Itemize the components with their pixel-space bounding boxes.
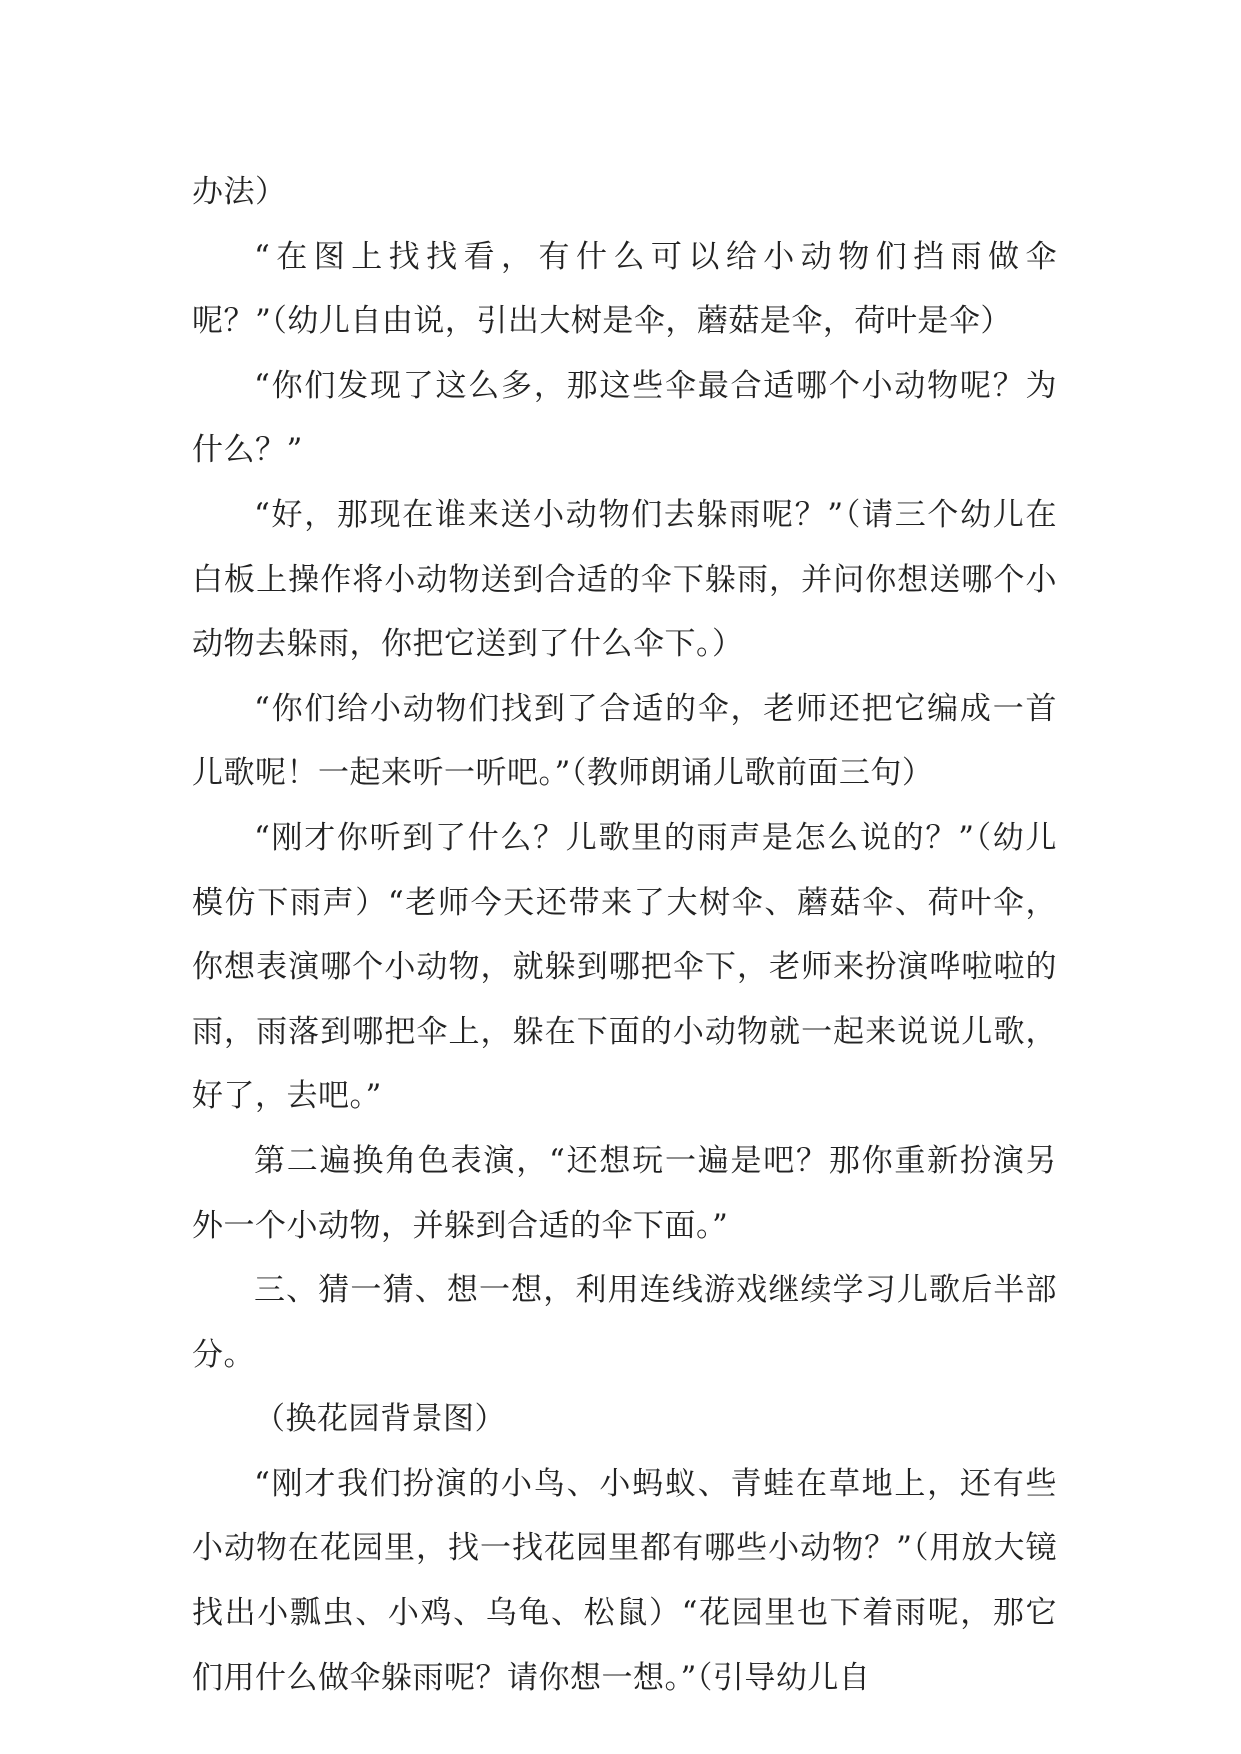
paragraph-8: 三、猜一猜、想一想，利用连线游戏继续学习儿歌后半部分。	[192, 1272, 1057, 1373]
paragraph-1: 办法）	[192, 174, 287, 210]
paragraph-10: “刚才我们扮演的小鸟、小蚂蚁、青蛙在草地上，还有些小动物在花园里，找一找花园里都有哪些小动物？”（用放大镜找出小瓢虫、小鸡、乌龟、松鼠）“花园里也下着雨呢，那它们用什么做伞躲雨呢？请你想一想。”（引导幼儿自	[192, 1465, 1057, 1696]
paragraph-3: “你们发现了这么多，那这些伞最合适哪个小动物呢？为什么？”	[192, 367, 1057, 469]
paragraph-9: （换花园背景图）	[254, 1401, 506, 1438]
paragraph-5: “你们给小动物们找到了合适的伞，老师还把它编成一首儿歌呢！一起来听一听吧。”（教师朗诵儿歌前面三句）	[192, 690, 1057, 792]
paragraph-2: “在图上找找看，有什么可以给小动物们挡雨做伞呢？”（幼儿自由说，引出大树是伞，蘑菇是伞，荷叶是伞）	[192, 238, 1057, 340]
paragraph-4: “好，那现在谁来送小动物们去躲雨呢？”（请三个幼儿在白板上操作将小动物送到合适的伞下躲雨，并问你想送哪个小动物去躲雨，你把它送到了什么伞下。）	[192, 496, 1057, 663]
document-body	[192, 160, 1057, 1710]
paragraph-7: 第二遍换角色表演，“还想玩一遍是吧？那你重新扮演另外一个小动物，并躲到合适的伞下面。”	[192, 1142, 1057, 1244]
paragraph-6: “刚才你听到了什么？儿歌里的雨声是怎么说的？”（幼儿模仿下雨声）“老师今天还带来了大树伞、蘑菇伞、荷叶伞，你想表演哪个小动物，就躲到哪把伞下，老师来扮演哗啦啦的雨，雨落到哪把伞上，躲在下面的小动物就一起来说说儿歌，好了，去吧。”	[192, 819, 1057, 1115]
